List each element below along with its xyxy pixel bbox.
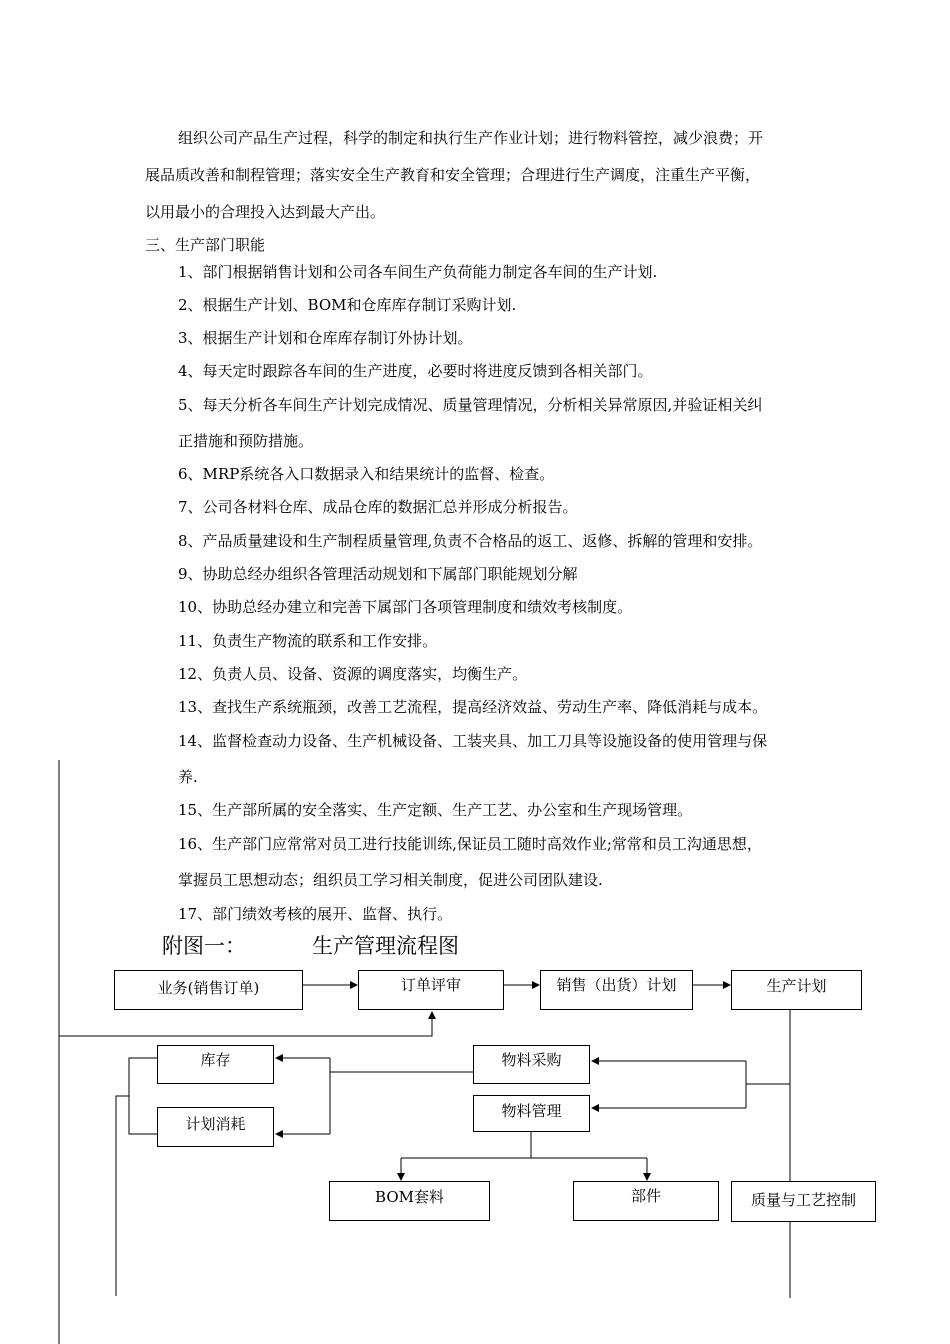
list-item: 17、部门绩效考核的展开、监督、执行。 bbox=[178, 905, 453, 923]
paragraph-line-1: 组织公司产品生产过程，科学的制定和执行生产作业计划；进行物料管控，减少浪费；开 bbox=[178, 129, 764, 147]
list-item: 16、生产部门应常常对员工进行技能训练,保证员工随时高效作业;常常和员工沟通思想， bbox=[178, 835, 762, 853]
box-inventory: 库存 bbox=[157, 1045, 274, 1084]
list-item: 3、根据生产计划和仓库库存制订外协计划。 bbox=[178, 329, 473, 347]
box-plan-consumption: 计划消耗 bbox=[157, 1107, 274, 1147]
list-item: 5、每天分析各车间生产计划完成情况、质量管理情况，分析相关异常原因,并验证相关纠 bbox=[178, 396, 763, 414]
list-item: 掌握员工思想动态；组织员工学习相关制度，促进公司团队建设. bbox=[178, 871, 603, 889]
list-item: 14、监督检查动力设备、生产机械设备、工装夹具、加工刀具等设施设备的使用管理与保 bbox=[178, 732, 768, 750]
list-item: 10、协助总经办建立和完善下属部门各项管理制度和绩效考核制度。 bbox=[178, 598, 633, 616]
list-item: 15、生产部所属的安全落实、生产定额、生产工艺、办公室和生产现场管理。 bbox=[178, 801, 693, 819]
list-item: 2、根据生产计划、BOM和仓库库存制订采购计划. bbox=[178, 296, 517, 314]
list-item: 12、负责人员、设备、资源的调度落实，均衡生产。 bbox=[178, 665, 528, 683]
box-material-management: 物料管理 bbox=[473, 1095, 590, 1132]
list-item: 7、公司各材料仓库、成品仓库的数据汇总并形成分析报告。 bbox=[178, 498, 578, 516]
box-sales-order: 业务(销售订单) bbox=[114, 970, 303, 1010]
paragraph-line-3: 以用最小的合理投入达到最大产出。 bbox=[145, 203, 386, 221]
list-item: 正措施和预防措施。 bbox=[178, 432, 314, 450]
list-item: 4、每天定时跟踪各车间的生产进度，必要时将进度反馈到各相关部门。 bbox=[178, 362, 653, 380]
figure-title: 生产管理流程图 bbox=[312, 934, 459, 958]
box-production-plan: 生产计划 bbox=[731, 970, 862, 1010]
box-sales-shipment-plan: 销售（出货）计划 bbox=[540, 970, 693, 1010]
box-order-review: 订单评审 bbox=[358, 970, 504, 1010]
box-parts: 部件 bbox=[573, 1181, 719, 1221]
list-item: 1、部门根据销售计划和公司各车间生产负荷能力制定各车间的生产计划. bbox=[178, 263, 658, 281]
list-item: 养. bbox=[178, 768, 198, 786]
list-item: 9、协助总经办组织各管理活动规划和下属部门职能规划分解 bbox=[178, 565, 578, 583]
list-item: 11、负责生产物流的联系和工作安排。 bbox=[178, 632, 438, 650]
section-heading: 三、生产部门职能 bbox=[145, 236, 266, 254]
box-material-purchase: 物料采购 bbox=[473, 1045, 590, 1084]
paragraph-line-2: 展品质改善和制程管理；落实安全生产教育和安全管理；合理进行生产调度，注重生产平衡， bbox=[145, 166, 761, 184]
figure-label: 附图一： bbox=[162, 934, 246, 958]
box-quality-process-control: 质量与工艺控制 bbox=[731, 1181, 876, 1222]
list-item: 8、产品质量建设和生产制程质量管理,负责不合格品的返工、返修、拆解的管理和安排。 bbox=[178, 532, 763, 550]
list-item: 13、查找生产系统瓶颈，改善工艺流程，提高经济效益、劳动生产率、降低消耗与成本。 bbox=[178, 698, 768, 716]
list-item: 6、MRP系统各入口数据录入和结果统计的监督、检查。 bbox=[178, 465, 555, 483]
box-bom-kit: BOM套料 bbox=[329, 1181, 490, 1221]
